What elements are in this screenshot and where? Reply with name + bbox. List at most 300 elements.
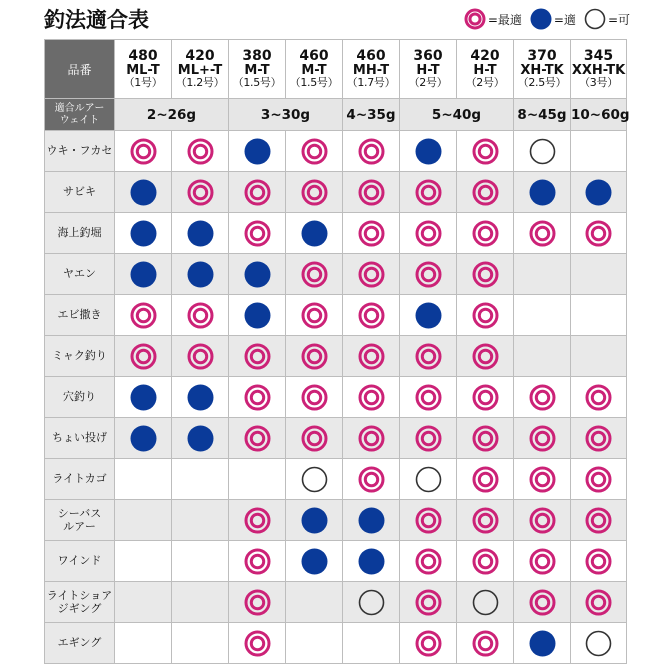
method-label [45, 541, 115, 582]
table-row [45, 131, 627, 172]
table-cell [229, 582, 286, 623]
table-cell [115, 295, 172, 336]
model-line: （2号） [408, 76, 448, 90]
compatibility-table [44, 39, 630, 664]
weight-range: 10~60g [571, 99, 627, 131]
table-row [45, 254, 627, 295]
table-cell [400, 377, 457, 418]
double-circle-icon [343, 425, 399, 452]
method-label [45, 131, 115, 172]
table-row [45, 582, 627, 623]
weight-range: 4~35g [343, 99, 400, 131]
model-header-1 [115, 40, 172, 99]
table-cell [400, 336, 457, 377]
table-cell [571, 582, 627, 623]
filled-circle-icon [286, 507, 342, 534]
method-label-line: ミャク釣り [52, 349, 107, 363]
double-circle-icon [571, 425, 626, 452]
method-label-line: ワインド [57, 554, 102, 568]
filled-circle-icon [343, 507, 399, 534]
filled-circle-icon [514, 179, 570, 206]
model-code: XXH-TK [571, 62, 626, 78]
double-circle-icon [115, 302, 171, 329]
model-header-4 [286, 40, 343, 99]
table-cell [514, 172, 571, 213]
table-row [45, 295, 627, 336]
table-cell [343, 418, 400, 459]
double-circle-icon [229, 384, 285, 411]
method-label-line: ライトカゴ [52, 472, 107, 486]
double-circle-icon [343, 179, 399, 206]
double-circle-icon [172, 179, 228, 206]
method-label [45, 336, 115, 377]
filled-circle-icon [115, 261, 171, 288]
double-circle-icon [229, 548, 285, 575]
double-circle-icon [343, 343, 399, 370]
table-cell [514, 500, 571, 541]
table-cell [343, 131, 400, 172]
table-cell [514, 213, 571, 254]
table-cell [457, 131, 514, 172]
table-cell [571, 336, 627, 377]
double-circle-icon [571, 507, 626, 534]
double-circle-icon [115, 343, 171, 370]
double-circle-icon [400, 261, 456, 288]
model-code: M-T [301, 62, 327, 78]
model-num: 345 [583, 48, 614, 65]
table-cell [172, 254, 229, 295]
table-row [45, 418, 627, 459]
table-cell [172, 623, 229, 664]
double-circle-icon [514, 548, 570, 575]
double-circle-icon [571, 220, 626, 247]
model-line: （1号） [123, 76, 163, 90]
table-cell [172, 295, 229, 336]
weight-label-line-2: ウェイト [59, 114, 100, 126]
open-circle-icon [400, 466, 456, 493]
model-num: 420 [470, 48, 500, 65]
method-label [45, 213, 115, 254]
table-cell [115, 377, 172, 418]
table-cell [229, 623, 286, 664]
double-circle-icon [400, 548, 456, 575]
model-code: XH-TK [520, 62, 564, 78]
table-row [45, 541, 627, 582]
weight-range: 5~40g [400, 99, 514, 131]
double-circle-icon [229, 507, 285, 534]
table-cell [571, 500, 627, 541]
model-code: ML-T [126, 62, 160, 78]
double-circle-icon [172, 343, 228, 370]
method-label [45, 377, 115, 418]
table-cell [286, 172, 343, 213]
filled-circle-icon [229, 138, 285, 165]
filled-circle-icon [530, 8, 552, 30]
weight-range: 8~45g [514, 99, 571, 131]
table-cell [172, 459, 229, 500]
model-num: 420 [185, 48, 215, 65]
table-cell [571, 459, 627, 500]
double-circle-icon [286, 343, 342, 370]
model-num: 460 [299, 48, 329, 65]
table-cell [115, 418, 172, 459]
double-circle-icon [343, 220, 399, 247]
double-circle-icon [343, 302, 399, 329]
method-label-line: エビ撒き [57, 308, 102, 322]
table-cell [286, 336, 343, 377]
table-cell [115, 254, 172, 295]
table-cell [172, 582, 229, 623]
table-cell [286, 541, 343, 582]
method-label-line: ウキ・フカセ [46, 144, 113, 158]
filled-circle-icon [115, 384, 171, 411]
table-row [45, 336, 627, 377]
method-label-line: ちょい投げ [52, 431, 107, 445]
model-line: （3号） [579, 76, 618, 90]
table-cell [229, 541, 286, 582]
method-label [45, 623, 115, 664]
table-cell [286, 459, 343, 500]
double-circle-icon [400, 589, 456, 616]
table-cell [115, 336, 172, 377]
model-header-row [45, 40, 627, 99]
table-cell [115, 213, 172, 254]
filled-circle-icon [400, 138, 456, 165]
model-code: H-T [473, 62, 497, 78]
filled-circle-icon [286, 548, 342, 575]
table-cell [457, 254, 514, 295]
double-circle-icon [343, 466, 399, 493]
model-line: （2号） [465, 76, 505, 90]
table-cell [229, 295, 286, 336]
model-line: （1.5号） [232, 76, 282, 90]
double-circle-icon [286, 138, 342, 165]
model-header-9 [571, 40, 627, 99]
filled-circle-icon [229, 302, 285, 329]
table-cell [514, 418, 571, 459]
model-header-6 [400, 40, 457, 99]
method-label [45, 254, 115, 295]
method-label-line: 海上釣堀 [57, 226, 102, 240]
method-label [45, 172, 115, 213]
table-cell [286, 418, 343, 459]
table-row [45, 377, 627, 418]
table-cell [514, 582, 571, 623]
double-circle-icon [286, 384, 342, 411]
table-cell [571, 418, 627, 459]
table-row [45, 213, 627, 254]
table-cell [400, 131, 457, 172]
double-circle-icon [172, 302, 228, 329]
model-num: 370 [527, 48, 557, 65]
legend-item-best [464, 8, 522, 30]
filled-circle-icon [115, 179, 171, 206]
table-cell [457, 459, 514, 500]
filled-circle-icon [115, 425, 171, 452]
model-code: M-T [244, 62, 270, 78]
table-cell [514, 459, 571, 500]
double-circle-icon [400, 425, 456, 452]
method-label [45, 418, 115, 459]
model-code: ML+-T [177, 62, 223, 78]
table-cell [115, 500, 172, 541]
double-circle-icon [457, 302, 513, 329]
double-circle-icon [457, 548, 513, 575]
double-circle-icon [286, 425, 342, 452]
double-circle-icon [229, 220, 285, 247]
table-cell [343, 254, 400, 295]
open-circle-icon [286, 466, 342, 493]
table-cell [286, 254, 343, 295]
double-circle-icon [514, 425, 570, 452]
table-cell [400, 582, 457, 623]
table-cell [172, 131, 229, 172]
double-circle-icon [229, 630, 285, 657]
table-cell [457, 213, 514, 254]
double-circle-icon [286, 179, 342, 206]
table-cell [571, 377, 627, 418]
table-row [45, 459, 627, 500]
legend [460, 6, 630, 32]
table-cell [343, 623, 400, 664]
model-header-3 [229, 40, 286, 99]
table-cell [457, 336, 514, 377]
table-cell [514, 295, 571, 336]
double-circle-icon [400, 220, 456, 247]
double-circle-icon [571, 466, 626, 493]
table-cell [343, 295, 400, 336]
double-circle-icon [400, 507, 456, 534]
table-cell [457, 582, 514, 623]
table-cell [343, 500, 400, 541]
table-cell [172, 418, 229, 459]
table-cell [229, 213, 286, 254]
table-cell [400, 213, 457, 254]
double-circle-icon [457, 343, 513, 370]
weight-row [45, 99, 627, 131]
filled-circle-icon [115, 220, 171, 247]
double-circle-icon [457, 220, 513, 247]
double-circle-icon [457, 466, 513, 493]
table-cell [115, 623, 172, 664]
double-circle-icon [457, 384, 513, 411]
double-circle-icon [229, 179, 285, 206]
filled-circle-icon [172, 220, 228, 247]
double-circle-icon [343, 261, 399, 288]
double-circle-icon [286, 261, 342, 288]
table-cell [457, 295, 514, 336]
double-circle-icon [229, 343, 285, 370]
table-cell [172, 172, 229, 213]
corner-header: 品番 [45, 40, 115, 99]
table-cell [286, 131, 343, 172]
double-circle-icon [457, 507, 513, 534]
open-circle-icon [514, 138, 570, 165]
table-cell [571, 213, 627, 254]
filled-circle-icon [286, 220, 342, 247]
weight-label-line-1: 適合ルアー [54, 103, 105, 114]
legend-label-best: =最適 [487, 12, 522, 27]
table-body [45, 131, 627, 664]
table-cell [343, 336, 400, 377]
table-cell [115, 172, 172, 213]
table-cell [229, 131, 286, 172]
legend-item-good [530, 8, 576, 30]
table-cell [400, 295, 457, 336]
double-circle-icon [514, 589, 570, 616]
model-line: （1.5号） [289, 76, 339, 90]
double-circle-icon [464, 8, 486, 30]
model-num: 480 [128, 48, 158, 65]
table-cell [571, 172, 627, 213]
model-line: （1.2号） [175, 76, 225, 90]
table-cell [514, 336, 571, 377]
filled-circle-icon [229, 261, 285, 288]
method-label-line: エギング [57, 636, 102, 650]
double-circle-icon [172, 138, 228, 165]
table-cell [172, 500, 229, 541]
table-cell [343, 213, 400, 254]
table-cell [229, 500, 286, 541]
filled-circle-icon [172, 384, 228, 411]
weight-range: 2~26g [115, 99, 229, 131]
table-cell [400, 254, 457, 295]
table-cell [229, 418, 286, 459]
table-cell [571, 254, 627, 295]
table-cell [229, 254, 286, 295]
double-circle-icon [400, 384, 456, 411]
filled-circle-icon [571, 179, 626, 206]
legend-label-ok: =可 [607, 12, 630, 27]
weight-range: 3~30g [229, 99, 343, 131]
table-cell [514, 541, 571, 582]
model-code: H-T [416, 62, 440, 78]
method-label [45, 295, 115, 336]
open-circle-icon [457, 589, 513, 616]
model-line: （1.7号） [346, 76, 396, 90]
method-label-line: ジギング [57, 602, 102, 615]
table-cell [514, 377, 571, 418]
table-cell [457, 541, 514, 582]
open-circle-icon [584, 8, 606, 30]
table-row [45, 172, 627, 213]
table-cell [115, 131, 172, 172]
table-cell [343, 541, 400, 582]
open-circle-icon [571, 630, 626, 657]
table-cell [286, 295, 343, 336]
table-cell [571, 623, 627, 664]
table-cell [514, 623, 571, 664]
double-circle-icon [571, 548, 626, 575]
double-circle-icon [514, 220, 570, 247]
double-circle-icon [115, 138, 171, 165]
table-cell [514, 131, 571, 172]
legend-item-ok [584, 8, 630, 30]
table-cell [400, 500, 457, 541]
model-num: 360 [413, 48, 443, 65]
table-cell [286, 377, 343, 418]
model-num: 380 [242, 48, 272, 65]
table-cell [115, 582, 172, 623]
table-cell [286, 500, 343, 541]
table-cell [514, 254, 571, 295]
double-circle-icon [286, 302, 342, 329]
method-label-line: ライトショア [46, 588, 113, 602]
table-cell [229, 459, 286, 500]
filled-circle-icon [172, 261, 228, 288]
table-cell [571, 131, 627, 172]
table-cell [172, 541, 229, 582]
double-circle-icon [457, 425, 513, 452]
method-label-line: シーバス [57, 506, 102, 520]
double-circle-icon [571, 384, 626, 411]
table-cell [286, 623, 343, 664]
table-cell [400, 418, 457, 459]
table-cell [115, 459, 172, 500]
table-row [45, 623, 627, 664]
double-circle-icon [400, 179, 456, 206]
table-cell [457, 172, 514, 213]
method-label-line: ヤエン [63, 267, 96, 281]
method-label-line: 穴釣り [63, 390, 96, 404]
filled-circle-icon [343, 548, 399, 575]
table-cell [229, 172, 286, 213]
double-circle-icon [514, 466, 570, 493]
method-label [45, 500, 115, 541]
double-circle-icon [400, 630, 456, 657]
table-cell [229, 336, 286, 377]
table-row [45, 500, 627, 541]
table-cell [457, 500, 514, 541]
table-cell [343, 459, 400, 500]
open-circle-icon [343, 589, 399, 616]
method-label-line: ルアー [63, 520, 96, 533]
table-cell [457, 418, 514, 459]
table-cell [400, 623, 457, 664]
double-circle-icon [400, 343, 456, 370]
table-cell [457, 377, 514, 418]
double-circle-icon [229, 425, 285, 452]
double-circle-icon [457, 261, 513, 288]
model-header-5 [343, 40, 400, 99]
model-num: 460 [356, 48, 386, 65]
double-circle-icon [343, 384, 399, 411]
model-code: MH-T [352, 62, 390, 78]
table-cell [172, 377, 229, 418]
table-cell [457, 623, 514, 664]
model-line: （2.5号） [517, 76, 567, 90]
table-cell [343, 377, 400, 418]
method-label-line: サビキ [63, 185, 96, 199]
double-circle-icon [571, 589, 626, 616]
table-cell [571, 295, 627, 336]
model-header-7 [457, 40, 514, 99]
double-circle-icon [457, 138, 513, 165]
filled-circle-icon [172, 425, 228, 452]
double-circle-icon [514, 507, 570, 534]
method-label [45, 459, 115, 500]
weight-row-header [45, 99, 115, 131]
double-circle-icon [457, 630, 513, 657]
table-cell [286, 213, 343, 254]
table-cell [229, 377, 286, 418]
page-title: 釣法適合表 [44, 8, 149, 32]
table-cell [115, 541, 172, 582]
table-cell [172, 213, 229, 254]
table-cell [400, 459, 457, 500]
double-circle-icon [457, 179, 513, 206]
filled-circle-icon [400, 302, 456, 329]
